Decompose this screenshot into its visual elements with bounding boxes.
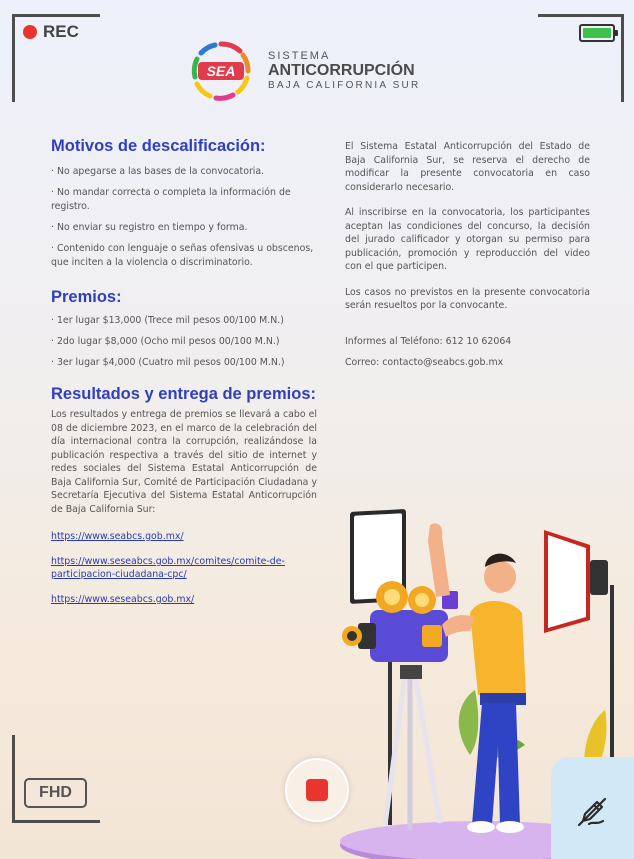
disqualification-item: · Contenido con lenguaje o señas ofensivas u obscenos, que inciten a la violencia o discriminatorio.: [51, 243, 314, 268]
prizes-heading: Premios:: [51, 288, 122, 306]
prize-item: · 3er lugar $4,000 (Cuatro mil pesos 00/100 M.N.): [51, 357, 285, 368]
svg-text:SEA: SEA: [206, 63, 236, 79]
email-info: Correo: contacto@seabcs.gob.mx: [345, 357, 504, 368]
logo-line1: SISTEMA: [268, 50, 331, 62]
link-cpc[interactable]: https://www.seseabcs.gob.mx/comites/comite-de-participacion-ciudadana-cpc/: [51, 556, 285, 580]
logo-line2: ANTICORRUPCIÓN: [268, 62, 415, 79]
rights-paragraph: El Sistema Estatal Anticorrupción del Estado de Baja California Sur, se reserva el derecho de modificar la presente convocatoria en caso considerarlo necesario.: [345, 141, 590, 193]
edit-button[interactable]: [551, 757, 634, 859]
acceptance-paragraph: Al inscribirse en la convocatoria, los participantes aceptan las condiciones del concurso, la decisión del jurado calificador y otorgan su permiso para publicación, promoción y reproducción del video con el que participen.: [345, 207, 590, 272]
record-dot-icon: [23, 25, 37, 39]
disqualification-item: · No mandar correcta o completa la información de registro.: [51, 187, 291, 212]
unforeseen-paragraph: Los casos no previstos en la presente convocatoria serán resueltos por la convocante.: [345, 286, 590, 311]
left-column: [51, 137, 317, 606]
battery-level: [583, 28, 611, 38]
battery-icon: [579, 24, 615, 42]
disqualification-item: · No enviar su registro en tiempo y forma.: [51, 222, 248, 233]
link-seabcs[interactable]: https://www.seabcs.gob.mx/: [51, 531, 184, 542]
results-heading: Resultados y entrega de premios:: [51, 385, 316, 403]
pen-slash-icon: [575, 795, 609, 829]
rec-label: REC: [43, 22, 79, 41]
right-column: [345, 140, 590, 370]
stop-record-button[interactable]: [285, 758, 349, 822]
sea-logo-mark: [188, 38, 254, 104]
disqualification-heading: Motivos de descalificación:: [51, 137, 266, 155]
disqualification-item: · No apegarse a las bases de la convocatoria.: [51, 166, 265, 177]
phone-info: Informes al Teléfono: 612 10 62064: [345, 335, 512, 347]
results-paragraph: Los resultados y entrega de premios se llevará a cabo el 08 de diciembre 2023, en el marco de la celebración del día internacional contra la corrupción, realizándose la publicación respectiva a través del sitio de internet y redes sociales del Sistema Estatal Anticorrupción de Baja California Sur, Comité de Participación Ciudadana y Secretaría Ejecutiva del Sistema Estatal Anticorrupción de Baja California Sur:: [51, 409, 317, 515]
link-seseabcs[interactable]: https://www.seseabcs.gob.mx/: [51, 594, 195, 605]
prize-item: · 1er lugar $13,000 (Trece mil pesos 00/100 M.N.): [51, 315, 284, 326]
prize-item: · 2do lugar $8,000 (Ocho mil pesos 00/100 M.N.): [51, 336, 280, 347]
logo-line3: BAJA CALIFORNIA SUR: [268, 80, 421, 91]
sea-logo: [188, 38, 428, 104]
quality-badge[interactable]: FHD: [24, 778, 87, 808]
stop-icon: [306, 779, 328, 801]
rec-indicator: [23, 22, 79, 42]
